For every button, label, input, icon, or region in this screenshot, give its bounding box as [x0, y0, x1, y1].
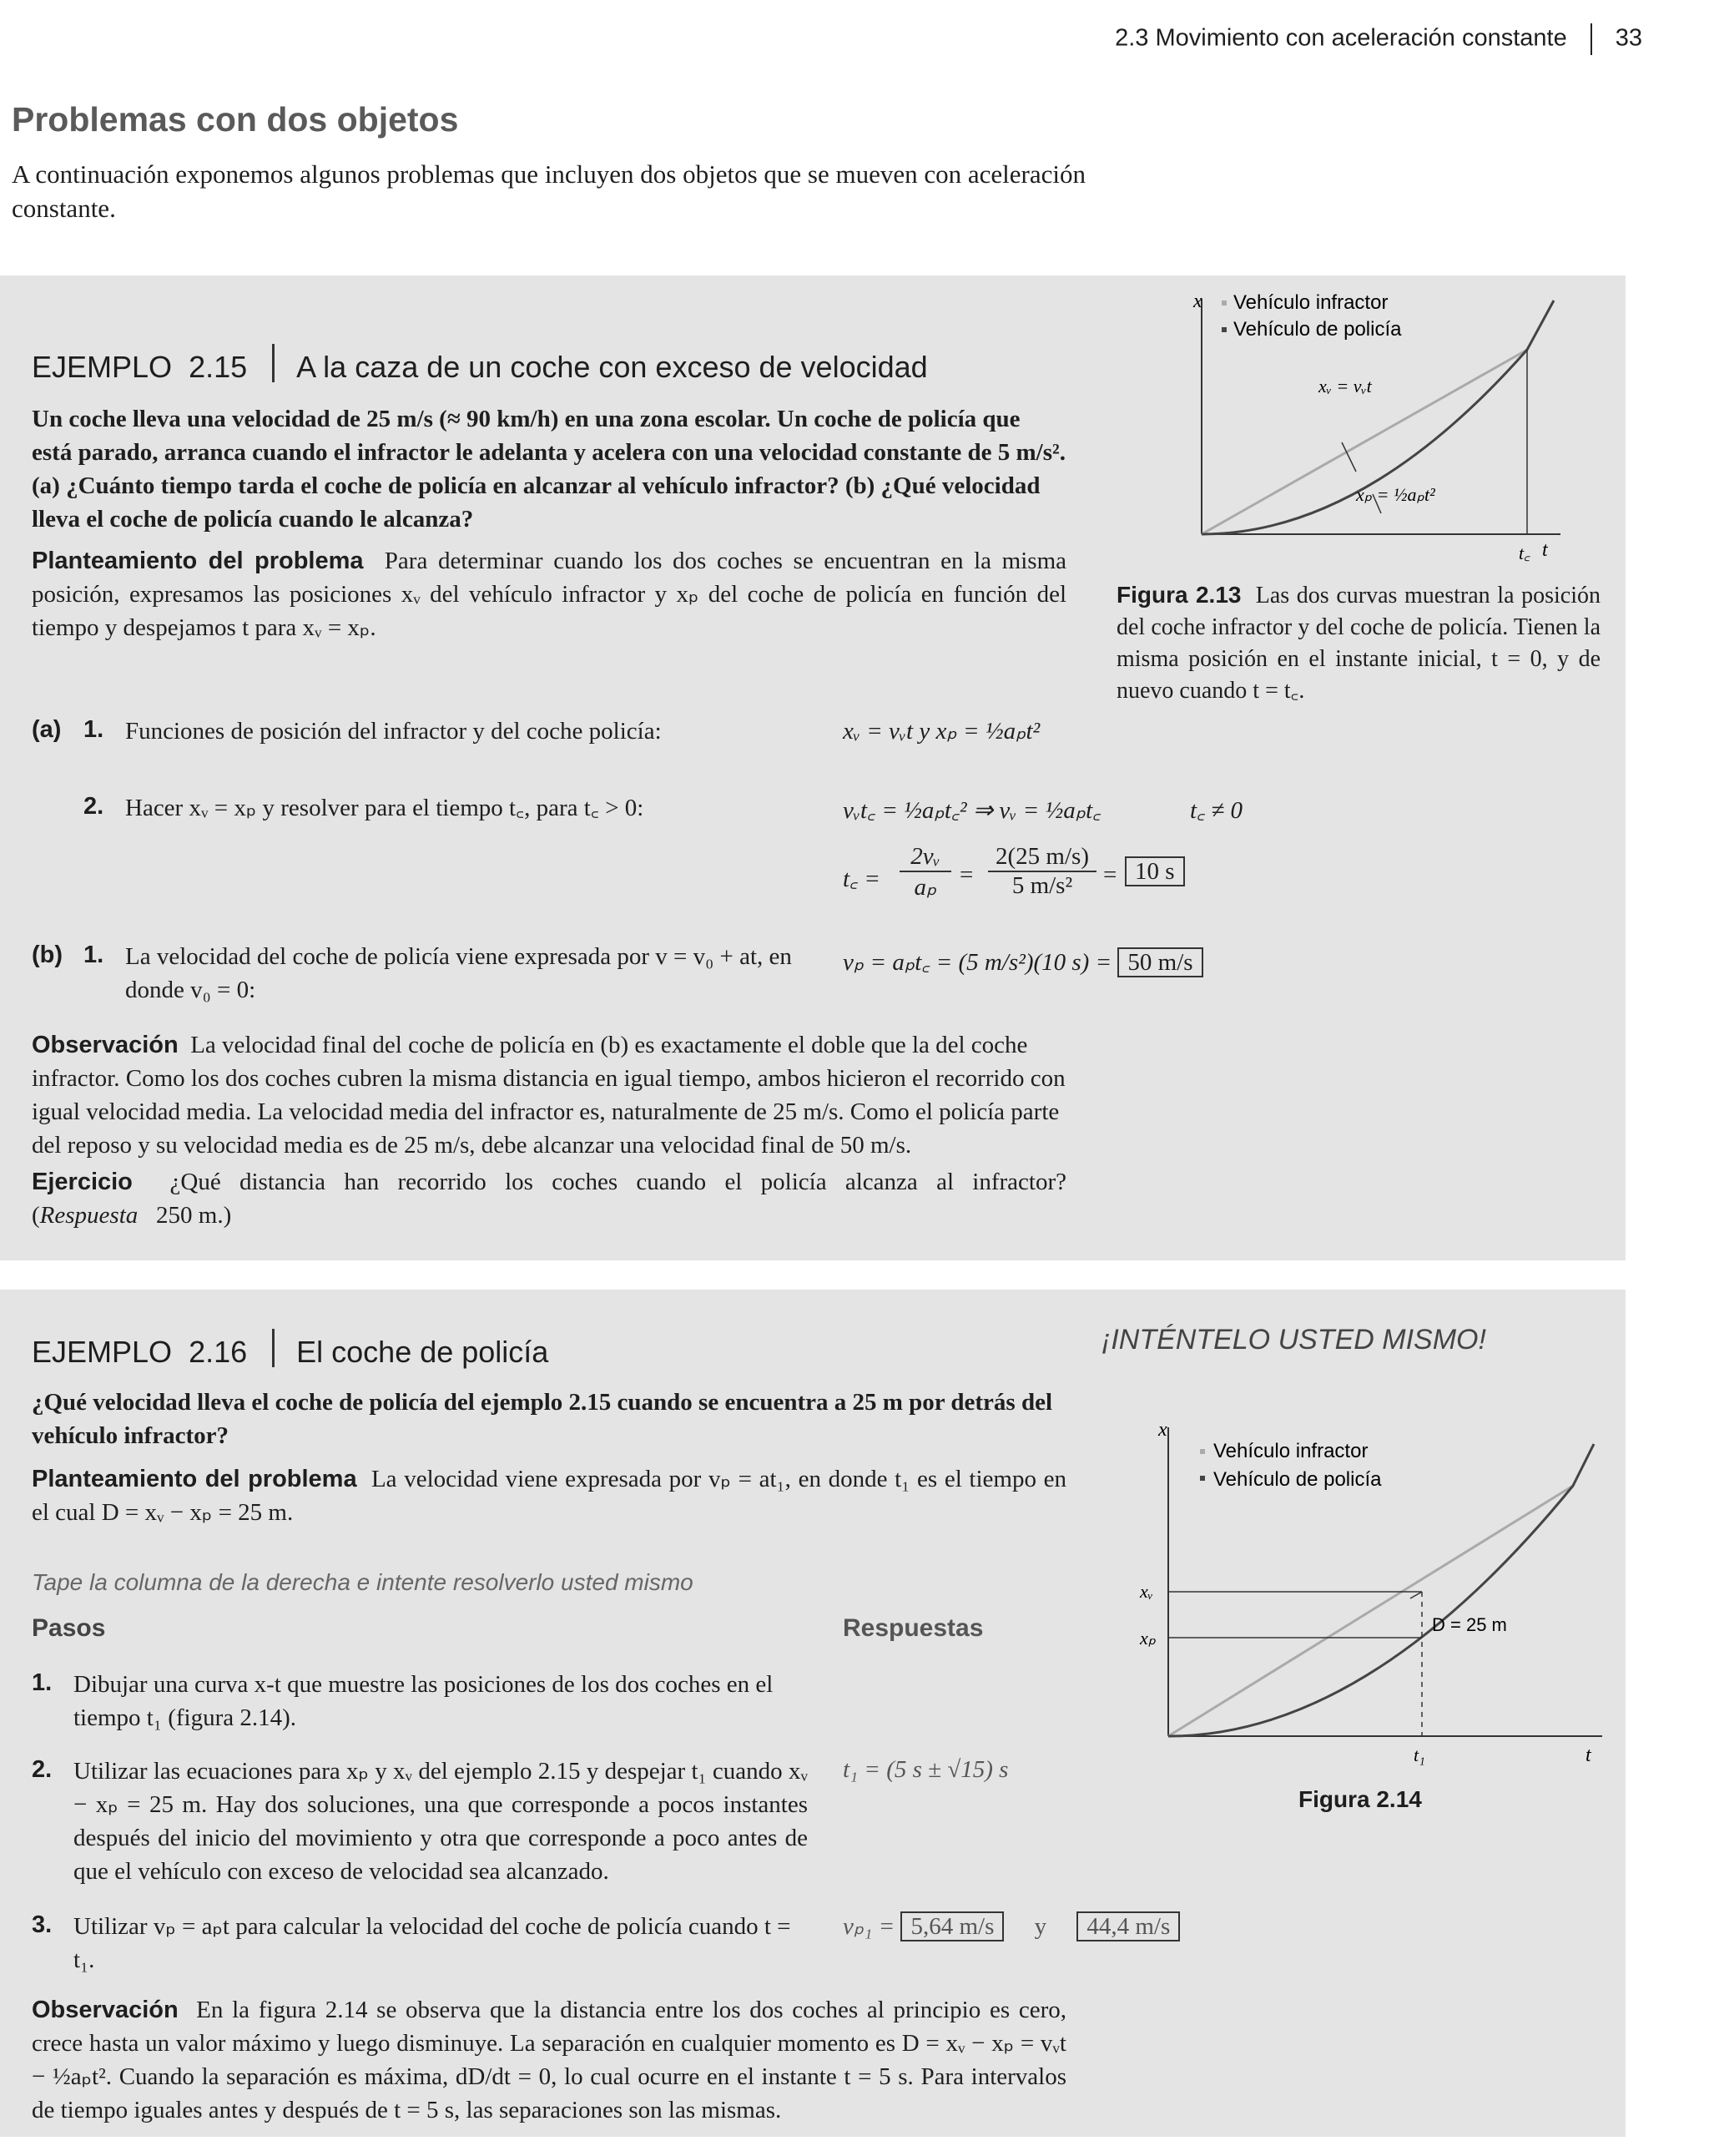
approach-text: Para determinar cuando los dos coches se encuentran en la misma posición, expresamos las posiciones xᵥ del vehículo infractor y xₚ del coche de policía en función del tiempo y despejamos t para xᵥ = xₚ. [32, 548, 1067, 641]
exercise-answer: 250 m. [156, 1202, 224, 1229]
figure-2-13-caption-text: Las dos curvas muestran la posición del coche infractor y del coche de policía. Tienen la misma posición en el instante inicial, t = 0, y de nuevo cuando t = t꜀. [1117, 583, 1601, 704]
step-2-number: 2. [83, 793, 104, 820]
answer-tc [1125, 858, 1185, 886]
ex216-step-3-answer [843, 1911, 1180, 1941]
step-1-number: 1. [83, 716, 104, 743]
observation-label-2: Observación [32, 1997, 179, 2023]
fig213-legend-2: Vehículo de policía [1233, 318, 1402, 341]
answer-vp: 50 m/s [1117, 947, 1202, 977]
fig213-curve-label: xₚ = ½aₚt² [1356, 484, 1435, 505]
ex216-step-3-number: 3. [32, 1911, 53, 1938]
step-2-tc-lhs: t꜀ = [843, 866, 880, 892]
example-2-15-heading [32, 344, 928, 385]
intro-paragraph: A continuación exponemos algunos problemas que incluyen dos objetos que se mueven con aceleración constante. [12, 159, 1086, 223]
b-step-1-text: La velocidad del coche de policía viene expresada por v = v₀ + at, en donde v₀ = 0: [125, 943, 792, 1003]
heading-bar-2 [272, 1329, 275, 1367]
fig214-t1-tick: t₁ [1414, 1744, 1425, 1765]
fig214-legend-2: Vehículo de policía [1213, 1468, 1382, 1491]
answers-heading: Respuestas [843, 1614, 984, 1642]
observation-text-2: En la figura 2.14 se observa que la distancia entre los dos coches al principio es cero, crece hasta un valor máximo y luego disminuye. La separación en cualquier momento es D = xᵥ − xₚ = vᵥt − ½aₚt². Cuando la separación es máxima, dD/dt = 0, lo cual ocurre en el instante t = 5 s. Para intervalos de tiempo iguales antes y después de t = 5 s, las separaciones son las mismas. [32, 1997, 1066, 2123]
page-number: 33 [1615, 24, 1642, 52]
exercise-label: Ejercicio [32, 1169, 133, 1195]
figure-2-13-graph [1168, 284, 1602, 568]
running-header [1115, 23, 1642, 55]
step-2-condition: t꜀ ≠ 0 [1190, 797, 1243, 824]
example-2-16-statement: ¿Qué velocidad lleva el coche de policía del ejemplo 2.15 cuando se encuentra a 25 m por detrás del vehículo infractor? [32, 1389, 1052, 1449]
fraction-1 [900, 843, 951, 901]
exercise-text: ¿Qué distancia han recorrido los coches cuando el policía alcanza al infractor? [169, 1169, 1067, 1195]
equals-sign: = [960, 861, 974, 888]
cover-instruction: Tape la columna de la derecha e intente resolverlo usted mismo [32, 1569, 693, 1595]
fraction-2 [988, 843, 1096, 900]
approach-label: Planteamiento del problema [32, 548, 364, 574]
exercise-answer-label: Respuesta [39, 1202, 139, 1229]
step-2-text: Hacer xᵥ = xₚ y resolver para el tiempo t꜀, para t꜀ > 0: [125, 795, 644, 821]
ex216-step-3-text: Utilizar vₚ = aₚt para calcular la velocidad del coche de policía cuando t = t₁. [73, 1913, 791, 1973]
step-1-text: Funciones de posición del infractor y del coche policía: [125, 718, 662, 745]
b-step-1-number: 1. [83, 942, 104, 968]
example-number: 2.15 [189, 350, 248, 384]
fraction-2-numerator: 2(25 m/s) [988, 843, 1096, 872]
fig214-xv-label: xᵥ [1140, 1581, 1153, 1602]
example-2-15-observation [32, 1028, 1066, 1162]
example-2-16-observation [32, 1993, 1066, 2127]
ex216-step-2-number: 2. [32, 1756, 53, 1783]
example-2-15-statement: Un coche lleva una velocidad de 25 m/s (≈ 90 km/h) en una zona escolar. Un coche de policía que está parado, arranca cuando el infractor le adelanta y acelera con una velocidad constante de 5 m/s². (a) ¿Cuánto tiempo tarda el coche de policía en alcanzar al vehículo infractor? (b) ¿Qué velocidad lleva el coche de policía cuando le alcanza? [32, 406, 1066, 533]
part-a-label: (a) [32, 716, 62, 743]
ex216-step-2-answer: t₁ = (5 s ± √15) s [843, 1756, 1009, 1783]
figure-2-13-caption-label: Figura 2.13 [1117, 582, 1242, 608]
section-title: Problemas con dos objetos [12, 100, 459, 139]
observation-label: Observación [32, 1032, 179, 1058]
fig213-y-label: x [1193, 290, 1202, 312]
ex216-answer-lhs: vₚ₁ = [843, 1913, 895, 1940]
fig213-legend-marker-1 [1222, 300, 1227, 305]
fig214-xp-label: xₚ [1140, 1628, 1157, 1649]
ex216-answer-2: 44,4 m/s [1076, 1911, 1180, 1941]
example-number-2: 2.16 [189, 1335, 248, 1369]
fig213-legend-marker-2 [1222, 327, 1227, 332]
example-2-16-heading [32, 1329, 548, 1370]
figure-2-14-caption: Figura 2.14 [1298, 1786, 1422, 1812]
example-label: EJEMPLO [32, 350, 173, 384]
steps-heading: Pasos [32, 1614, 106, 1642]
fig214-y-label: x [1158, 1419, 1167, 1441]
heading-bar [272, 344, 275, 382]
ex216-step-1-text: Dibujar una curva x-t que muestre las posiciones de los dos coches en el tiempo t₁ (figura 2.14). [73, 1671, 774, 1731]
fig214-legend-1: Vehículo infractor [1213, 1440, 1369, 1462]
fig214-infractor-line [1168, 1486, 1573, 1736]
fig214-D-arrow [1410, 1592, 1422, 1598]
approach-label-2: Planteamiento del problema [32, 1466, 357, 1492]
fig214-x-label: t [1585, 1744, 1591, 1766]
step-1-equation: xᵥ = vᵥt y xₚ = ½aₚt² [843, 718, 1041, 745]
observation-text: La velocidad final del coche de policía en (b) es exactamente el doble que la del coche infractor. Como los dos coches cubren la misma distancia en igual tiempo, ambos hicieron el recorrido con igual velocidad media. La velocidad media del infractor es, naturalmente de 25 m/s. Como el policía parte del reposo y su velocidad media es de 25 m/s, debe alcanzar una velocidad final de 50 m/s. [32, 1032, 1066, 1159]
ex216-step-2-text: Utilizar las ecuaciones para xₚ y xᵥ del ejemplo 2.15 y despejar t₁ cuando xᵥ − xₚ = 25 m. Hay dos soluciones, una que corresponde a pocos instantes después del inicio del movimiento y otra que corresponde a poco antes de que el vehículo con exceso de velocidad sea alcanzado. [73, 1758, 808, 1885]
fig214-legend-marker-2 [1200, 1476, 1205, 1481]
equals-sign-2: = [1103, 861, 1117, 888]
header-divider [1591, 23, 1592, 55]
fig214-D-label: D = 25 m [1432, 1614, 1507, 1635]
example-2-16-approach [32, 1462, 1066, 1529]
fig213-line-label: xᵥ = vᵥt [1318, 376, 1372, 396]
ex216-step-1-number: 1. [32, 1669, 53, 1696]
figure-2-14-graph [1110, 1411, 1627, 1778]
b-step-1-eq-text: vₚ = aₚt꜀ = (5 m/s²)(10 s) = [843, 949, 1112, 976]
example-2-15-approach [32, 544, 1066, 644]
example-title-2: El coche de policía [296, 1335, 549, 1369]
part-b-label: (b) [32, 942, 63, 968]
answer-tc-value: 10 s [1125, 856, 1185, 886]
b-step-1-equation [843, 945, 1203, 977]
fig213-tc-tick: t꜀ [1519, 543, 1530, 563]
try-yourself-label: ¡INTÉNTELO USTED MISMO! [1102, 1324, 1486, 1356]
fraction-2-denominator: 5 m/s² [1011, 872, 1073, 899]
fig214-legend-marker-1 [1200, 1449, 1205, 1454]
example-title: A la caza de un coche con exceso de velocidad [296, 350, 928, 384]
header-section: 2.3 Movimiento con aceleración constante [1115, 24, 1567, 52]
fraction-1-denominator: aₚ [914, 874, 937, 901]
approach-text-2: La velocidad viene expresada por vₚ = at₁, en donde t₁ es el tiempo en el cual D = xᵥ − xₚ = 25 m. [32, 1466, 1066, 1526]
example-label-2: EJEMPLO [32, 1335, 173, 1369]
figure-2-13-caption [1117, 579, 1601, 707]
ex216-answer-and: y [1034, 1913, 1047, 1940]
fig213-legend-1: Vehículo infractor [1233, 291, 1389, 314]
fraction-1-numerator: 2vᵥ [900, 843, 951, 872]
example-2-15-exercise: Ejercicio ¿Qué distancia han recorrido los coches cuando el policía alcanza al infractor? (Respuesta 250 m.) [32, 1169, 1067, 1229]
fig213-x-label: t [1542, 539, 1548, 561]
step-2-equation-1: vᵥt꜀ = ½aₚt꜀² ⇒ vᵥ = ½aₚt꜀ [843, 797, 1102, 824]
ex216-answer-1: 5,64 m/s [900, 1911, 1004, 1941]
